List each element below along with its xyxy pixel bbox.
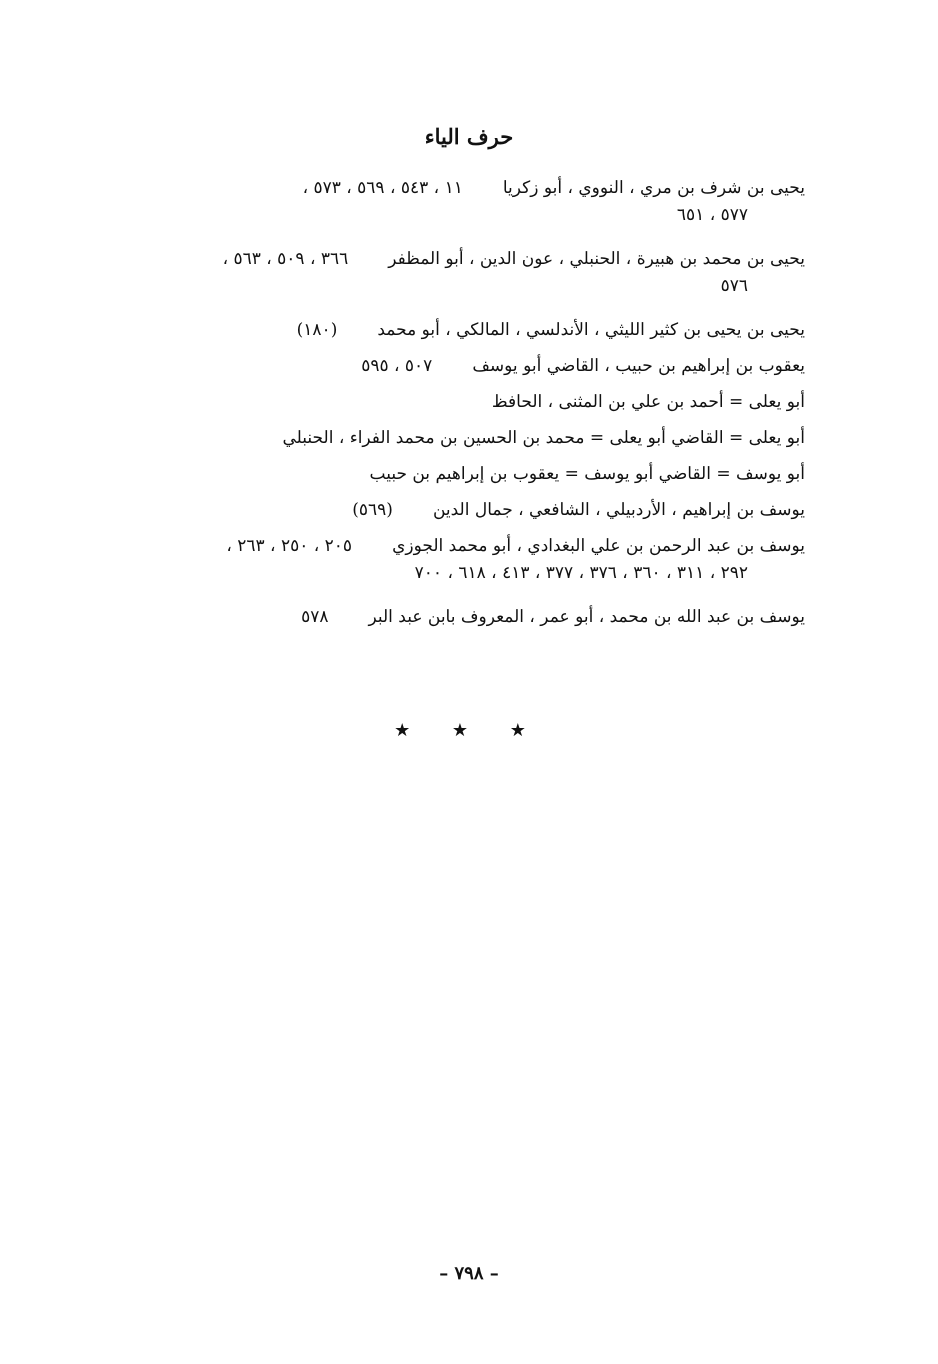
entry-name: أبو يوسف = القاضي أبو يوسف = يعقوب بن إبراهيم بن حبيب bbox=[369, 464, 805, 484]
entry-name: يعقوب بن إبراهيم بن حبيب ، القاضي أبو يوسف bbox=[472, 356, 805, 376]
entry-pages: ٥٧٨ bbox=[301, 607, 329, 627]
index-entry bbox=[303, 170, 805, 206]
entry-pages-continued: ٢٩٢ ، ٣١١ ، ٣٦٠ ، ٣٧٦ ، ٣٧٧ ، ٤١٣ ، ٦١٨ ، ٧٠٠ bbox=[414, 563, 748, 583]
entry-pages: ٥٠٧ ، ٥٩٥ bbox=[361, 356, 433, 376]
page-number: – ٧٩٨ – bbox=[439, 1263, 499, 1284]
index-entry bbox=[297, 312, 805, 348]
section-heading: حرف الياء bbox=[424, 124, 514, 149]
entry-name: يحيى بن محمد بن هبيرة ، الحنبلي ، عون الدين ، أبو المظفر bbox=[388, 249, 805, 269]
entry-pages: (٥٦٩) bbox=[352, 500, 393, 520]
entry-name: يوسف بن إبراهيم ، الأردبيلي ، الشافعي ، جمال الدين bbox=[432, 500, 805, 520]
section-end-stars: ★ ★ ★ bbox=[394, 720, 544, 741]
entry-pages-continued: ٥٧٦ bbox=[720, 276, 748, 296]
entry-name: يحيى بن يحيى بن كثير الليثي ، الأندلسي ، المالكي ، أبو محمد bbox=[377, 320, 805, 340]
entry-name: يحيى بن شرف بن مري ، النووي ، أبو زكريا bbox=[502, 178, 805, 198]
entry-pages: ١١ ، ٥٤٣ ، ٥٦٩ ، ٥٧٣ ، bbox=[302, 178, 463, 198]
entry-name: أبو يعلى = القاضي أبو يعلى = محمد بن الحسين بن محمد الفراء ، الحنبلي bbox=[282, 428, 805, 448]
entry-pages: ٢٠٥ ، ٢٥٠ ، ٢٦٣ ، bbox=[226, 536, 353, 556]
entry-pages: (١٨٠) bbox=[296, 320, 338, 340]
entry-pages: ٣٦٦ ، ٥٠٩ ، ٥٦٣ ، bbox=[222, 249, 349, 269]
index-entry bbox=[361, 348, 805, 384]
entry-name: يوسف بن عبد الله بن محمد ، أبو عمر ، المعروف بابن عبد البر bbox=[368, 607, 805, 627]
index-entry bbox=[282, 420, 805, 456]
index-entry bbox=[301, 599, 805, 635]
entry-name: أبو يعلى = أحمد بن علي بن المثنى ، الحافظ bbox=[491, 392, 805, 412]
index-entry bbox=[226, 528, 805, 564]
entry-pages-continued: ٥٧٧ ، ٦٥١ bbox=[676, 205, 748, 225]
index-entry bbox=[352, 492, 805, 528]
index-entry bbox=[370, 456, 806, 492]
index-entry bbox=[223, 241, 805, 277]
index-entry bbox=[492, 384, 805, 420]
entry-name: يوسف بن عبد الرحمن بن علي البغدادي ، أبو محمد الجوزي bbox=[392, 536, 805, 556]
